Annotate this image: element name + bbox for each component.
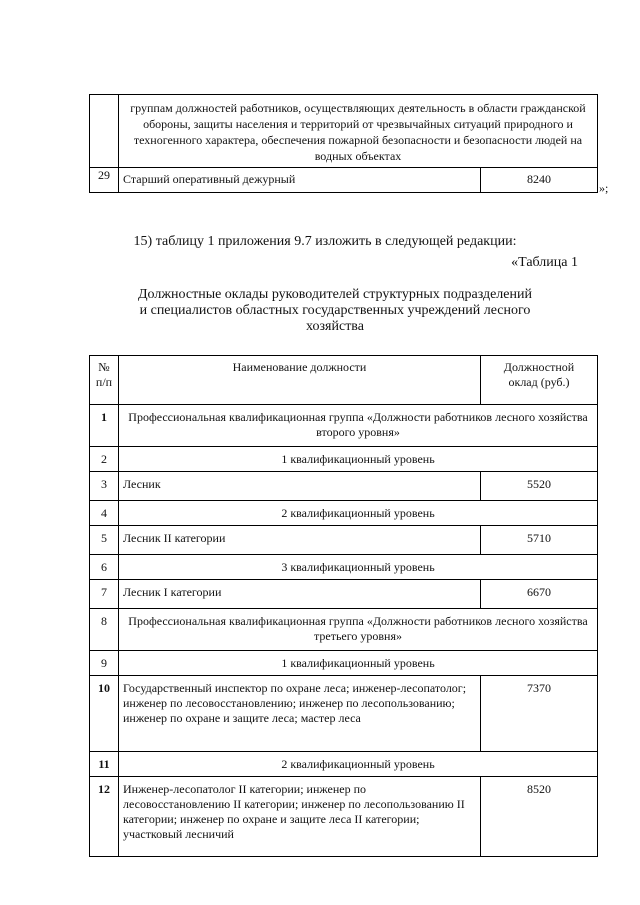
continuation-row <box>90 95 598 168</box>
table-title-line: Должностные оклады руководителей структурных подразделений <box>138 287 532 302</box>
continuation-num-cell <box>90 95 119 168</box>
closing-quote-mark: »; <box>599 181 609 195</box>
level-heading: 2 квалификационный уровень <box>119 752 598 777</box>
level-heading: 1 квалификационный уровень <box>119 447 598 472</box>
salary-value: 6670 <box>481 580 598 609</box>
amendment-text: 15) таблицу 1 приложения 9.7 изложить в следующей редакции: <box>133 234 517 249</box>
continuation-table <box>89 94 598 193</box>
table-row <box>90 676 598 752</box>
table-title-line: и специалистов областных государственных учреждений лесного <box>139 303 531 318</box>
table-reference: «Таблица 1 <box>511 255 578 270</box>
row-number: 12 <box>90 777 119 857</box>
table-row <box>90 472 598 501</box>
table-title <box>98 287 572 335</box>
salary-value: 8240 <box>481 168 598 193</box>
header-salary-line: Должностной <box>503 360 575 374</box>
salary-table <box>89 355 598 857</box>
group-heading: Профессиональная квалификационная группа «Должности работников лесного хозяйства второго уровня» <box>119 405 598 447</box>
header-salary-line: оклад (руб.) <box>508 375 570 389</box>
header-position-name: Наименование должности <box>119 356 481 405</box>
salary-value: 8520 <box>481 777 598 857</box>
row-number: 2 <box>90 447 119 472</box>
position-name: Государственный инспектор по охране леса; инженер-лесопатолог; инженер по лесовосстановлению; инженер по лесопользованию; инженер по охране и защите леса; мастер леса <box>119 676 481 752</box>
header-num <box>90 356 119 405</box>
row-number: 3 <box>90 472 119 501</box>
table-row <box>90 501 598 526</box>
level-heading: 1 квалификационный уровень <box>119 651 598 676</box>
row-number: 29 <box>90 168 119 193</box>
header-num-line: № <box>98 360 110 374</box>
table-row <box>90 609 598 651</box>
row-number: 4 <box>90 501 119 526</box>
table-row <box>90 526 598 555</box>
table-header-row <box>90 356 598 405</box>
table-title-line: хозяйства <box>306 319 364 334</box>
salary-value: 7370 <box>481 676 598 752</box>
continuation-text: группам должностей работников, осуществляющих деятельность в области гражданской обороны, защиты населения и территорий от чрезвычайных ситуаций природного и техногенного характера, обеспечения пожарной безопасности и безопасности людей на водных объектах <box>119 95 598 168</box>
table-row <box>90 651 598 676</box>
row-number: 10 <box>90 676 119 752</box>
position-name: Инженер-лесопатолог II категории; инженер по лесовосстановлению II категории; инженер по лесопользованию II категории; инженер по охране и защите леса II категории; участковый лесничий <box>119 777 481 857</box>
row-number: 5 <box>90 526 119 555</box>
table-row <box>90 555 598 580</box>
table-row <box>90 168 598 193</box>
table-row <box>90 580 598 609</box>
row-number: 6 <box>90 555 119 580</box>
position-name: Лесник I категории <box>119 580 481 609</box>
header-num-line: п/п <box>95 375 113 389</box>
header-salary <box>481 356 598 405</box>
group-heading: Профессиональная квалификационная группа «Должности работников лесного хозяйства третьего уровня» <box>119 609 598 651</box>
position-name: Старший оперативный дежурный <box>119 168 481 193</box>
row-number: 9 <box>90 651 119 676</box>
position-name: Лесник II категории <box>119 526 481 555</box>
table-row <box>90 405 598 447</box>
row-number: 11 <box>90 752 119 777</box>
level-heading: 2 квалификационный уровень <box>119 501 598 526</box>
level-heading: 3 квалификационный уровень <box>119 555 598 580</box>
table-row <box>90 777 598 857</box>
row-number: 7 <box>90 580 119 609</box>
position-name: Лесник <box>119 472 481 501</box>
row-number: 8 <box>90 609 119 651</box>
table-row <box>90 752 598 777</box>
table-row <box>90 447 598 472</box>
salary-value: 5710 <box>481 526 598 555</box>
row-number: 1 <box>90 405 119 447</box>
salary-value: 5520 <box>481 472 598 501</box>
